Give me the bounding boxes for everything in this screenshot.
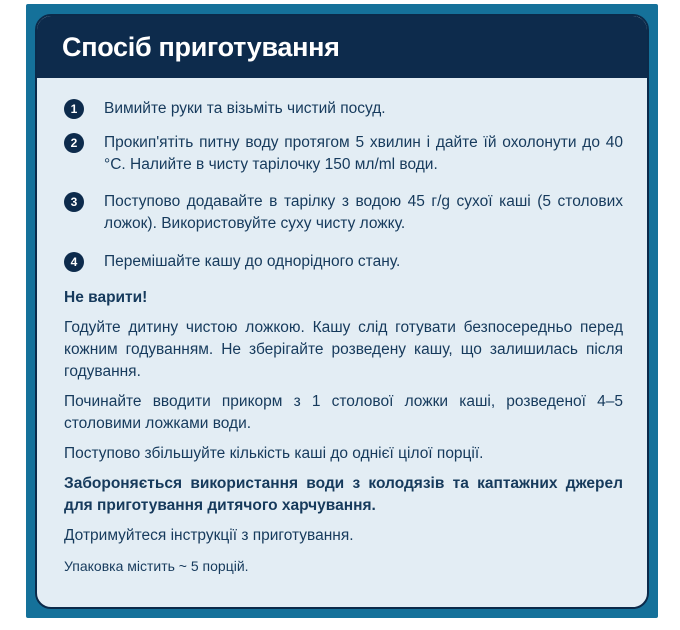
card-body: [37, 78, 647, 577]
step-text: Вимийте руки та візьміть чистий посуд.: [104, 100, 386, 117]
step-number-badge: 1: [64, 99, 84, 119]
portion-paragraph: Поступово збільшуйте кількість каші до однієї цілої порції.: [64, 445, 484, 462]
page-title: Спосіб приготування: [62, 31, 340, 62]
card-header: [37, 16, 647, 78]
follow-instructions-note: Дотримуйтеся інструкції з приготування.: [64, 527, 354, 544]
do-not-boil-warning: Не варити!: [64, 289, 148, 306]
step-2: [64, 132, 623, 176]
step-4: [64, 251, 623, 273]
outer-frame: [26, 4, 658, 618]
introduction-paragraph: Починайте вводити прикорм з 1 столової ложки каші, розведеної 4–5 столовими ложками води.: [64, 393, 623, 432]
step-number-badge: 2: [64, 133, 84, 153]
feeding-paragraph: Годуйте дитину чистою ложкою. Кашу слід готувати безпосередньо перед кожним годуванням. Не зберігайте розведену кашу, що залишилась після годування.: [64, 319, 623, 380]
step-1: [64, 98, 623, 120]
step-number-badge: 3: [64, 192, 84, 212]
step-text: Поступово додавайте в тарілку з водою 45 г/g сухої каші (5 столових ложок). Використовуйте суху чисту ложку.: [104, 193, 623, 232]
step-number-badge: 4: [64, 252, 84, 272]
step-text: Прокип'ятіть питну воду протягом 5 хвилин і дайте їй охолонути до 40 °C. Налийте в чисту тарілочку 150 мл/ml води.: [104, 134, 623, 173]
step-3: [64, 191, 623, 235]
instructions-card: [35, 14, 649, 609]
package-contents-note: Упаковка містить ~ 5 порцій.: [64, 558, 249, 574]
water-prohibition: Забороняється використання води з колодязів та каптажних джерел для приготування дитячого харчування.: [64, 475, 623, 514]
step-text: Перемішайте кашу до однорідного стану.: [104, 253, 401, 270]
